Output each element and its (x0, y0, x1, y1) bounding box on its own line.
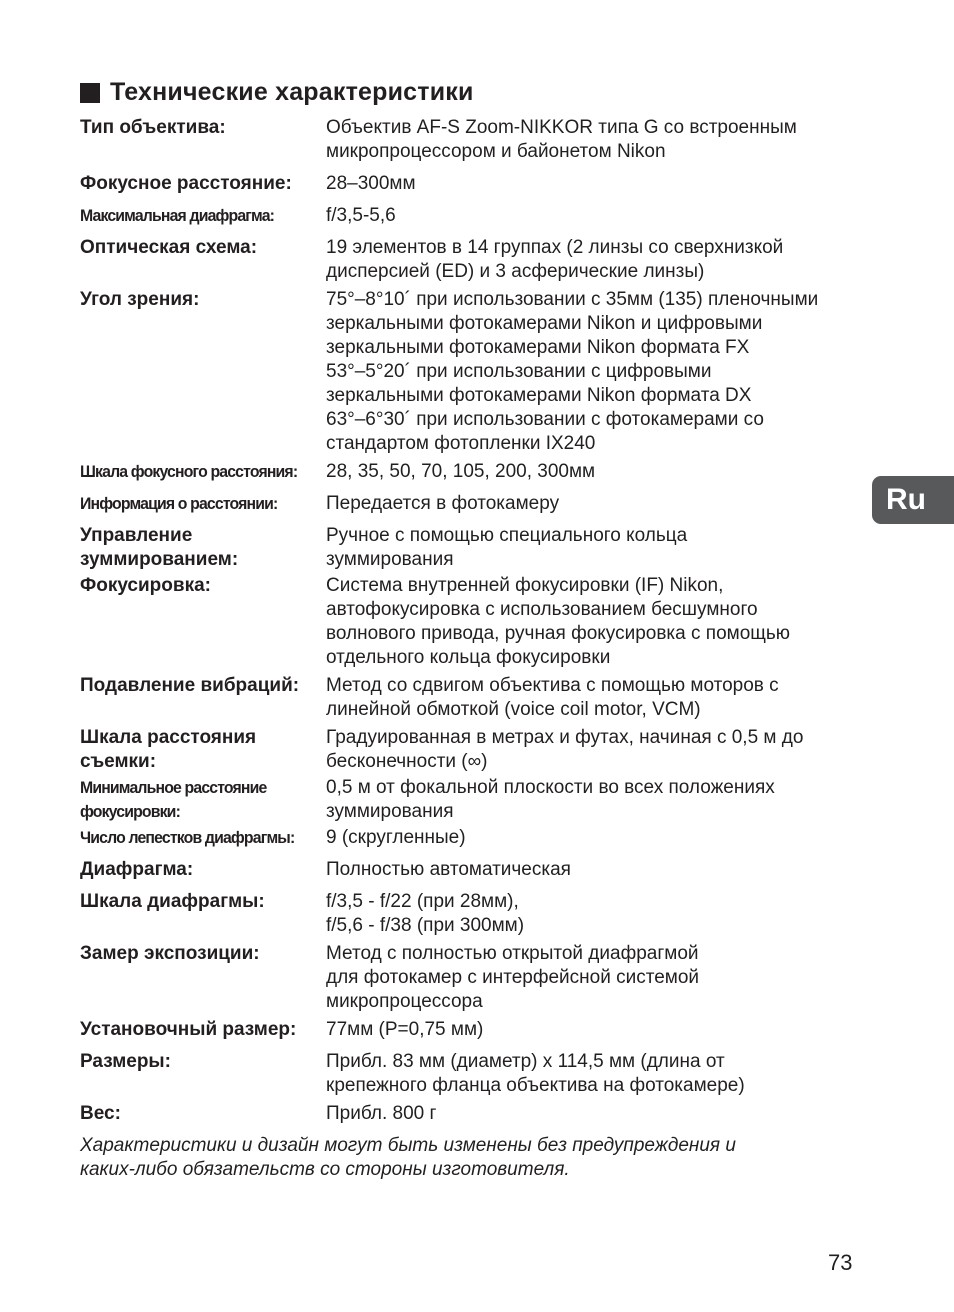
spec-row (80, 890, 860, 938)
spec-label (80, 236, 326, 284)
spec-row (80, 674, 860, 722)
spec-value (326, 776, 860, 824)
spec-row (80, 826, 860, 850)
spec-value (326, 942, 860, 1014)
spec-label (80, 858, 326, 882)
spec-row (80, 858, 860, 882)
spec-row (80, 574, 860, 670)
spec-row (80, 524, 860, 572)
spec-row (80, 942, 860, 1014)
spec-row (80, 204, 860, 228)
spec-value (326, 492, 860, 516)
spec-value-line: Градуированная в метрах и футах, начиная с 0,5 м до (326, 727, 804, 748)
spec-label (80, 172, 326, 196)
spec-label (80, 1102, 326, 1126)
spec-value (326, 524, 860, 572)
spec-label (80, 288, 326, 456)
spec-label-line: Замер экспозиции: (80, 943, 260, 964)
spec-value-line: линейной обмоткой (voice coil motor, VCM) (326, 699, 701, 720)
spec-label-line: Угол зрения: (80, 289, 200, 310)
spec-label (80, 826, 309, 850)
spec-value-line: 28, 35, 50, 70, 105, 200, 300мм (326, 461, 596, 482)
spec-label-line: Тип объектива: (80, 117, 226, 138)
spec-row (80, 116, 860, 164)
spec-label-line: зуммированием: (80, 549, 239, 570)
spec-value-line: Прибл. 800 г (326, 1103, 437, 1124)
note-line: Характеристики и дизайн могут быть изменены без предупреждения и (80, 1135, 736, 1156)
spec-value-line: волнового привода, ручная фокусировка с помощью (326, 623, 791, 644)
spec-value-line: дисперсией (ED) и 3 асферические линзы) (326, 261, 705, 282)
spec-value-line: зеркальными фотокамерами Nikon формата FX (326, 337, 750, 358)
spec-label-line: Установочный размер: (80, 1019, 297, 1040)
spec-value (326, 1050, 860, 1098)
spec-label (80, 726, 326, 774)
square-bullet-icon (80, 83, 100, 103)
spec-row (80, 172, 860, 196)
spec-value-line: 28–300мм (326, 173, 416, 194)
spec-value (326, 460, 860, 484)
spec-label-line: Управление (80, 525, 193, 546)
spec-value-line: зуммирования (326, 549, 454, 570)
spec-label (80, 942, 326, 1014)
spec-value (326, 236, 860, 284)
spec-label (80, 1050, 326, 1098)
spec-label (80, 116, 326, 164)
spec-value-line: 63°–6°30´ при использовании с фотокамерами со (326, 409, 764, 430)
spec-value-line: микропроцессора (326, 991, 483, 1012)
spec-label-line: Оптическая схема: (80, 237, 258, 258)
spec-value-line: Метод со сдвигом объектива с помощью моторов с (326, 675, 779, 696)
language-tab-label: Ru (886, 483, 926, 516)
spec-value-line: f/3,5 - f/22 (при 28мм), (326, 891, 519, 912)
spec-value-line: 75°–8°10´ при использовании с 35мм (135) пленочными (326, 289, 819, 310)
spec-label (80, 524, 326, 572)
spec-label-line: Диафрагма: (80, 859, 194, 880)
language-tab (872, 476, 954, 524)
spec-value (326, 116, 860, 164)
spec-row (80, 236, 860, 284)
spec-label-line: Подавление вибраций: (80, 675, 300, 696)
spec-value-line: 77мм (P=0,75 мм) (326, 1019, 484, 1040)
spec-value (326, 858, 860, 882)
spec-value (326, 726, 860, 774)
spec-value-line: Ручное с помощью специального кольца (326, 525, 688, 546)
spec-label (80, 890, 326, 938)
spec-value-line: для фотокамер с интерфейсной системой (326, 967, 700, 988)
spec-label-line: Максимальная диафрагма: (80, 206, 275, 225)
spec-label-line: Шкала расстояния (80, 727, 257, 748)
spec-label (80, 492, 309, 516)
spec-row (80, 492, 860, 516)
spec-row (80, 776, 860, 824)
spec-value-line: Полностью автоматическая (326, 859, 571, 880)
spec-row (80, 288, 860, 456)
spec-value (326, 674, 860, 722)
spec-value-line: зеркальными фотокамерами Nikon и цифровыми (326, 313, 763, 334)
spec-label (80, 776, 309, 824)
spec-value-line: 53°–5°20´ при использовании с цифровыми (326, 361, 712, 382)
spec-value (326, 172, 860, 196)
spec-value-line: зеркальными фотокамерами Nikon формата DX (326, 385, 752, 406)
spec-label-line: Информация о расстоянии: (80, 494, 278, 513)
spec-value-line: Система внутренней фокусировки (IF) Nikon, (326, 575, 724, 596)
spec-label-line: Фокусное расстояние: (80, 173, 292, 194)
spec-label (80, 204, 309, 228)
spec-value (326, 826, 860, 850)
spec-row (80, 1018, 860, 1042)
section-title (80, 78, 474, 107)
spec-label-line: Шкала диафрагмы: (80, 891, 265, 912)
disclaimer-note (80, 1134, 880, 1182)
spec-value-line: 9 (скругленные) (326, 827, 466, 848)
page-number: 73 (828, 1250, 853, 1275)
spec-value-line: зуммирования (326, 801, 454, 822)
spec-value (326, 1018, 860, 1042)
spec-row (80, 726, 860, 774)
spec-label (80, 574, 326, 670)
spec-value (326, 574, 860, 670)
spec-value-line: Метод с полностью открытой диафрагмой (326, 943, 699, 964)
spec-label (80, 1018, 326, 1042)
spec-value-line: f/3,5-5,6 (326, 205, 396, 226)
spec-label-line: Шкала фокусного расстояния: (80, 462, 298, 481)
spec-value-line: отдельного кольца фокусировки (326, 647, 611, 668)
spec-value (326, 288, 860, 456)
spec-value-line: 19 элементов в 14 группах (2 линзы со сверхнизкой (326, 237, 784, 258)
spec-value (326, 204, 860, 228)
spec-value-line: Передается в фотокамеру (326, 493, 560, 514)
spec-label-line: Вес: (80, 1103, 121, 1124)
section-title-text: Технические характеристики (110, 78, 474, 106)
spec-value (326, 1102, 860, 1126)
spec-value-line: Прибл. 83 мм (диаметр) x 114,5 мм (длина от (326, 1051, 725, 1072)
spec-value-line: микропроцессором и байонетом Nikon (326, 141, 666, 162)
spec-value-line: Объектив AF-S Zoom-NIKKOR типа G со встроенным (326, 117, 797, 138)
spec-label-line: фокусировки: (80, 802, 181, 821)
spec-label (80, 460, 309, 484)
spec-value-line: автофокусировка с использованием бесшумного (326, 599, 758, 620)
spec-value (326, 890, 860, 938)
spec-value-line: бесконечности (∞) (326, 751, 488, 772)
spec-label (80, 674, 326, 722)
spec-label-line: Число лепестков диафрагмы: (80, 828, 295, 847)
spec-value-line: f/5,6 - f/38 (при 300мм) (326, 915, 525, 936)
spec-label-line: Размеры: (80, 1051, 171, 1072)
spec-value-line: стандартом фотопленки IX240 (326, 433, 596, 454)
note-line: каких-либо обязательств со стороны изготовителя. (80, 1159, 570, 1180)
spec-row (80, 460, 860, 484)
spec-value-line: 0,5 м от фокальной плоскости во всех положениях (326, 777, 775, 798)
spec-label-line: Минимальное расстояние (80, 778, 267, 797)
spec-row (80, 1050, 860, 1098)
spec-row (80, 1102, 860, 1126)
spec-list (80, 116, 860, 1126)
spec-label-line: съемки: (80, 751, 157, 772)
spec-value-line: крепежного фланца объектива на фотокамере) (326, 1075, 745, 1096)
spec-label-line: Фокусировка: (80, 575, 211, 596)
